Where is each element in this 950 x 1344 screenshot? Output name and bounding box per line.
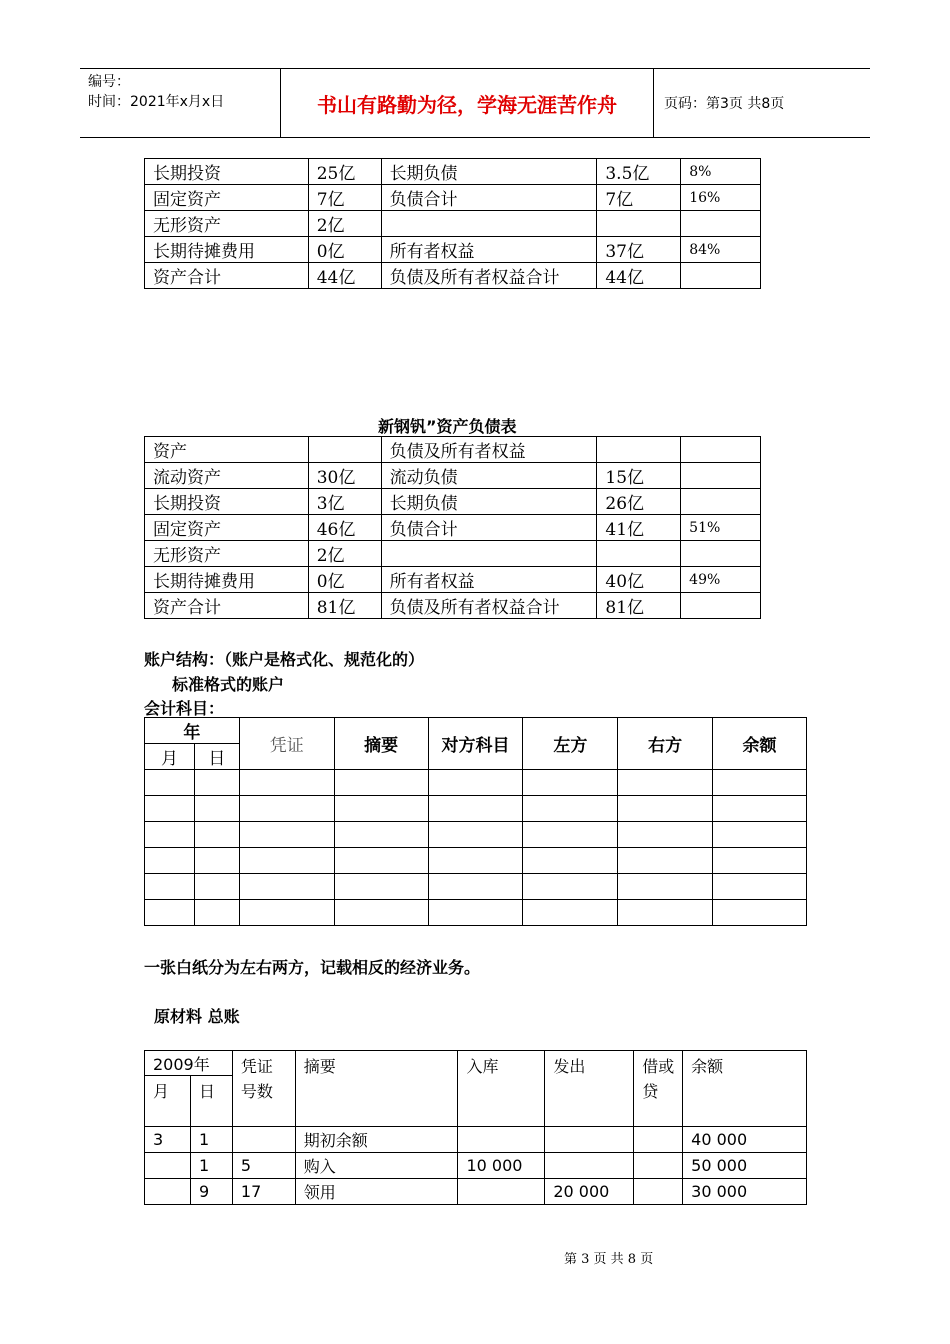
- table-cell: [634, 1153, 683, 1179]
- table-cell: [381, 211, 597, 237]
- table-cell: 3亿: [308, 489, 381, 515]
- standard-format-line: 标准格式的账户: [172, 675, 285, 694]
- table-cell: 46亿: [308, 515, 381, 541]
- table-cell: [681, 541, 761, 567]
- table-cell: [428, 770, 523, 796]
- accounting-subject-label: 会计科目：: [144, 699, 225, 718]
- table-row: [145, 874, 807, 900]
- table-cell: 期初余额: [295, 1127, 458, 1153]
- ledger-header-day: 日: [190, 1076, 232, 1127]
- table-cell: [145, 848, 195, 874]
- table-cell: [618, 848, 713, 874]
- table-cell: [194, 900, 239, 926]
- table-cell: [381, 541, 597, 567]
- ledger-header-balance: 余额: [683, 1051, 807, 1127]
- header-motto: 书山有路勤为径，学海无涯苦作舟: [281, 69, 654, 137]
- table-cell: [239, 796, 334, 822]
- table-cell: [145, 1153, 191, 1179]
- table-cell: 流动资产: [145, 463, 309, 489]
- balance-sheet-continued: [144, 158, 761, 289]
- ledger-title: 原材料 总账: [154, 1007, 240, 1026]
- table-cell: [523, 822, 618, 848]
- table-cell: [545, 1127, 634, 1153]
- table-row: [145, 1127, 807, 1153]
- page-header: [80, 68, 870, 138]
- table-cell: [194, 770, 239, 796]
- table-cell: 负债及所有者权益合计: [381, 263, 597, 289]
- table-cell: [523, 770, 618, 796]
- table-cell: [145, 900, 195, 926]
- table-cell: 9: [190, 1179, 232, 1205]
- table-cell: 5: [232, 1153, 295, 1179]
- table-row: [145, 900, 807, 926]
- table-cell: 17: [232, 1179, 295, 1205]
- table-cell: [428, 796, 523, 822]
- table-cell: [634, 1127, 683, 1153]
- table-cell: 负债及所有者权益: [381, 437, 597, 463]
- balance-sheet-body: [145, 437, 761, 619]
- table-cell: [428, 822, 523, 848]
- table-cell: 20 000: [545, 1179, 634, 1205]
- table-cell: 44亿: [597, 263, 681, 289]
- table-cell: 3.5亿: [597, 159, 681, 185]
- table-row: [145, 822, 807, 848]
- table-cell: [523, 796, 618, 822]
- table-cell: 负债合计: [381, 515, 597, 541]
- ledger-header-year: 2009年: [145, 1051, 233, 1076]
- balance-sheet-xingangfan: [144, 436, 761, 619]
- ledger-header-summary: 摘要: [295, 1051, 458, 1127]
- table-cell: 7亿: [308, 185, 381, 211]
- table-cell: 0亿: [308, 237, 381, 263]
- table-cell: [713, 822, 807, 848]
- table-cell: [597, 541, 681, 567]
- table-cell: 49%: [681, 567, 761, 593]
- table-cell: [681, 463, 761, 489]
- table-cell: 7亿: [597, 185, 681, 211]
- table-cell: [334, 796, 428, 822]
- table-cell: 2亿: [308, 211, 381, 237]
- table-cell: 1: [190, 1153, 232, 1179]
- table-cell: [232, 1127, 295, 1153]
- table-cell: 40亿: [597, 567, 681, 593]
- table-cell: [681, 263, 761, 289]
- ledger-header-out: 发出: [545, 1051, 634, 1127]
- standard-account-body: [145, 718, 807, 926]
- table-row: [145, 796, 807, 822]
- table-cell: [618, 770, 713, 796]
- table-cell: 37亿: [597, 237, 681, 263]
- table-cell: [681, 437, 761, 463]
- balance-sheet-continued-body: [145, 159, 761, 289]
- table-cell: [545, 1153, 634, 1179]
- table-cell: 无形资产: [145, 211, 309, 237]
- paper-description-line: 一张白纸分为左右两方，记载相反的经济业务。: [144, 958, 481, 977]
- raw-materials-ledger-body: [145, 1051, 807, 1205]
- table-row: [145, 515, 761, 541]
- table-cell: 84%: [681, 237, 761, 263]
- header-contra-account: 对方科目: [428, 718, 523, 770]
- table-row: [145, 1153, 807, 1179]
- table-row: [145, 211, 761, 237]
- table-cell: [145, 770, 195, 796]
- table-cell: [618, 796, 713, 822]
- table-cell: 10 000: [458, 1153, 545, 1179]
- ledger-header-month: 月: [145, 1076, 191, 1127]
- table-cell: [239, 874, 334, 900]
- table-cell: 30 000: [683, 1179, 807, 1205]
- table-cell: [194, 796, 239, 822]
- header-page-label: 页码：第3页 共8页: [664, 96, 785, 112]
- standard-account-table: [144, 717, 807, 926]
- table-cell: 81亿: [597, 593, 681, 619]
- table-cell: [194, 874, 239, 900]
- table-cell: 15亿: [597, 463, 681, 489]
- account-structure-line: 账户结构：（账户是格式化、规范化的）: [144, 650, 425, 669]
- raw-materials-ledger: [144, 1050, 807, 1205]
- table-cell: [239, 770, 334, 796]
- header-month: 月: [145, 744, 195, 770]
- table-cell: [428, 848, 523, 874]
- table-cell: [194, 822, 239, 848]
- table-cell: 0亿: [308, 567, 381, 593]
- table-row: [145, 437, 761, 463]
- table-row: [145, 1179, 807, 1205]
- header-voucher: 凭证: [239, 718, 334, 770]
- table-cell: 固定资产: [145, 515, 309, 541]
- table-row: [145, 489, 761, 515]
- table-row: [145, 541, 761, 567]
- table-cell: 资产合计: [145, 263, 309, 289]
- table-cell: 26亿: [597, 489, 681, 515]
- table-cell: [713, 874, 807, 900]
- header-left-side: 左方: [523, 718, 618, 770]
- balance-sheet-title: 新钢钒”资产负债表: [378, 417, 517, 436]
- header-right-side: 右方: [618, 718, 713, 770]
- table-cell: 长期投资: [145, 489, 309, 515]
- time-label: 时间：2021年x月x日: [88, 94, 225, 110]
- table-cell: 长期待摊费用: [145, 567, 309, 593]
- table-cell: [523, 874, 618, 900]
- table-cell: [681, 489, 761, 515]
- table-cell: [308, 437, 381, 463]
- table-cell: 长期投资: [145, 159, 309, 185]
- table-cell: [618, 874, 713, 900]
- table-cell: [634, 1179, 683, 1205]
- table-cell: [239, 900, 334, 926]
- table-cell: 3: [145, 1127, 191, 1153]
- table-row: [145, 263, 761, 289]
- table-cell: 所有者权益: [381, 567, 597, 593]
- table-cell: 8%: [681, 159, 761, 185]
- table-cell: 81亿: [308, 593, 381, 619]
- table-cell: [334, 822, 428, 848]
- table-row: [145, 185, 761, 211]
- table-cell: [145, 1179, 191, 1205]
- header-summary: 摘要: [334, 718, 428, 770]
- table-cell: [239, 822, 334, 848]
- table-cell: [239, 848, 334, 874]
- table-cell: 购入: [295, 1153, 458, 1179]
- table-cell: 资产合计: [145, 593, 309, 619]
- table-cell: 25亿: [308, 159, 381, 185]
- table-cell: [681, 211, 761, 237]
- table-cell: [713, 900, 807, 926]
- table-row: [145, 770, 807, 796]
- table-row: [145, 463, 761, 489]
- table-cell: [713, 796, 807, 822]
- header-year: 年: [145, 718, 240, 744]
- page-footer: 第 3 页 共 8 页: [564, 1252, 654, 1267]
- table-row: [145, 593, 761, 619]
- ledger-header-voucher: 凭证号数: [232, 1051, 295, 1127]
- table-cell: [713, 770, 807, 796]
- table-cell: 40 000: [683, 1127, 807, 1153]
- number-label: 编号：: [88, 74, 130, 90]
- table-cell: [334, 848, 428, 874]
- table-cell: [597, 211, 681, 237]
- table-cell: [458, 1127, 545, 1153]
- table-row: [145, 567, 761, 593]
- table-cell: 30亿: [308, 463, 381, 489]
- table-cell: [618, 822, 713, 848]
- table-cell: 负债及所有者权益合计: [381, 593, 597, 619]
- table-cell: 无形资产: [145, 541, 309, 567]
- table-cell: [428, 900, 523, 926]
- table-cell: [523, 900, 618, 926]
- table-cell: [618, 900, 713, 926]
- table-cell: [145, 822, 195, 848]
- table-cell: 领用: [295, 1179, 458, 1205]
- header-info: [80, 69, 281, 137]
- ledger-header-debit-credit: 借或贷: [634, 1051, 683, 1127]
- header-balance: 余额: [713, 718, 807, 770]
- table-cell: [597, 437, 681, 463]
- table-cell: 长期待摊费用: [145, 237, 309, 263]
- table-cell: [428, 874, 523, 900]
- table-cell: 流动负债: [381, 463, 597, 489]
- table-cell: [334, 874, 428, 900]
- table-cell: [458, 1179, 545, 1205]
- table-cell: 长期负债: [381, 489, 597, 515]
- ledger-header-in: 入库: [458, 1051, 545, 1127]
- table-cell: [334, 900, 428, 926]
- table-cell: 1: [190, 1127, 232, 1153]
- table-cell: 44亿: [308, 263, 381, 289]
- table-cell: 41亿: [597, 515, 681, 541]
- table-row: [145, 848, 807, 874]
- table-row: [145, 237, 761, 263]
- table-cell: 固定资产: [145, 185, 309, 211]
- table-cell: 2亿: [308, 541, 381, 567]
- table-cell: 长期负债: [381, 159, 597, 185]
- table-cell: [681, 593, 761, 619]
- table-cell: 负债合计: [381, 185, 597, 211]
- header-day: 日: [194, 744, 239, 770]
- table-cell: [145, 874, 195, 900]
- table-cell: [334, 770, 428, 796]
- table-cell: 16%: [681, 185, 761, 211]
- table-cell: [523, 848, 618, 874]
- table-cell: [145, 796, 195, 822]
- table-cell: 50 000: [683, 1153, 807, 1179]
- table-cell: 51%: [681, 515, 761, 541]
- table-cell: 所有者权益: [381, 237, 597, 263]
- table-cell: [194, 848, 239, 874]
- table-row: [145, 159, 761, 185]
- table-cell: 资产: [145, 437, 309, 463]
- table-cell: [713, 848, 807, 874]
